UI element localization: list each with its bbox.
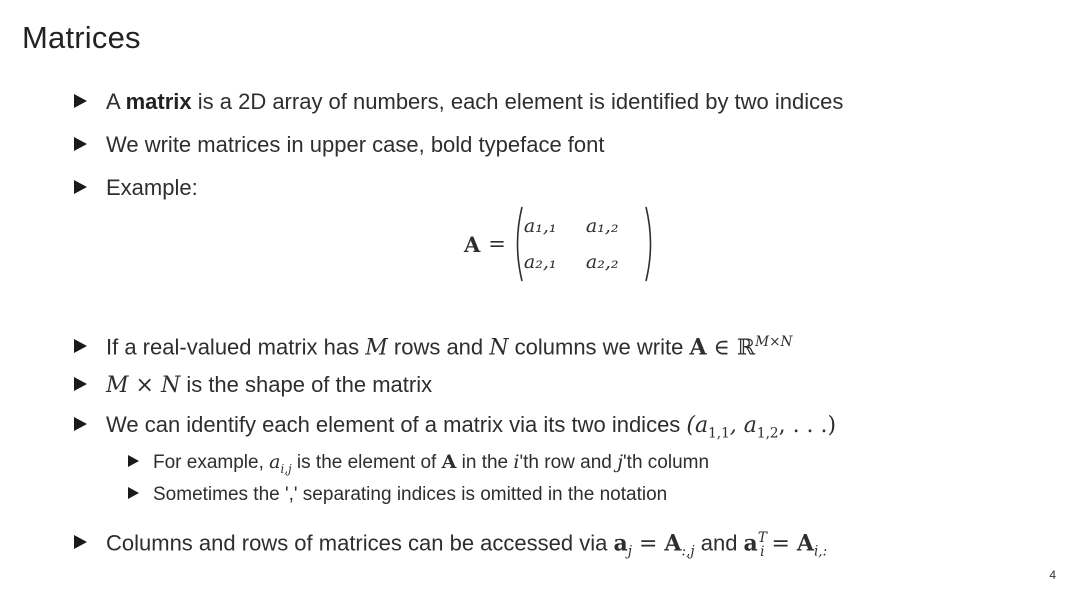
bullet-triangle-icon bbox=[128, 455, 139, 467]
bullet-uppercase-bold: We write matrices in upper case, bold typeface font bbox=[74, 130, 605, 160]
matrix-lhs: A bbox=[464, 231, 481, 257]
matrix-cell: a₂,₂ bbox=[585, 251, 619, 273]
bullet-real-valued: If a real-valued matrix has M rows and N columns we write A ∈ ℝ$^{M\times N}$ bbox=[74, 327, 792, 363]
bullet-identify-elements: We can identify each element of a matrix via its two indices ($a_{1,1}$, $a_{1,2}$, . . .) bbox=[74, 410, 836, 448]
bullet-matrix-definition: A matrix is a 2D array of numbers, each element is identified by two indices bbox=[74, 87, 843, 117]
bullet-triangle-icon bbox=[128, 487, 139, 499]
matrix-equals: = bbox=[488, 232, 506, 256]
bullet-columns-rows: Columns and rows of matrices can be accessed via $a_j = A_{:,j}$ and $a^T_i = A_{i,:}$ bbox=[74, 523, 827, 567]
bullet-triangle-icon bbox=[74, 417, 87, 431]
matrix-example bbox=[464, 203, 656, 285]
bullet-triangle-icon bbox=[74, 339, 87, 353]
page-number: 4 bbox=[1049, 568, 1056, 582]
bullet-example: Example: bbox=[74, 173, 198, 203]
matrix-cell: a₁,₂ bbox=[585, 215, 619, 237]
matrix-cell: a₂,₁ bbox=[523, 251, 557, 273]
bullet-shape: M × N is the shape of the matrix bbox=[74, 370, 432, 401]
slide-title: Matrices bbox=[22, 20, 141, 55]
left-paren-icon bbox=[512, 205, 524, 283]
bullet-triangle-icon bbox=[74, 94, 87, 108]
matrix-cell: a₁,₁ bbox=[523, 215, 557, 237]
bullet-triangle-icon bbox=[74, 377, 87, 391]
term-matrix: matrix bbox=[125, 89, 192, 114]
subbullet-comma-omitted: Sometimes the ',' separating indices is omitted in the notation bbox=[128, 482, 667, 508]
subbullet-for-example: For example, $a_{i,j}$ is the element of A in the i'th row and j'th column bbox=[128, 449, 709, 482]
right-paren-icon bbox=[644, 205, 656, 283]
bullet-triangle-icon bbox=[74, 180, 87, 194]
bullet-triangle-icon bbox=[74, 137, 87, 151]
matrix-grid bbox=[524, 208, 644, 280]
bullet-triangle-icon bbox=[74, 535, 87, 549]
